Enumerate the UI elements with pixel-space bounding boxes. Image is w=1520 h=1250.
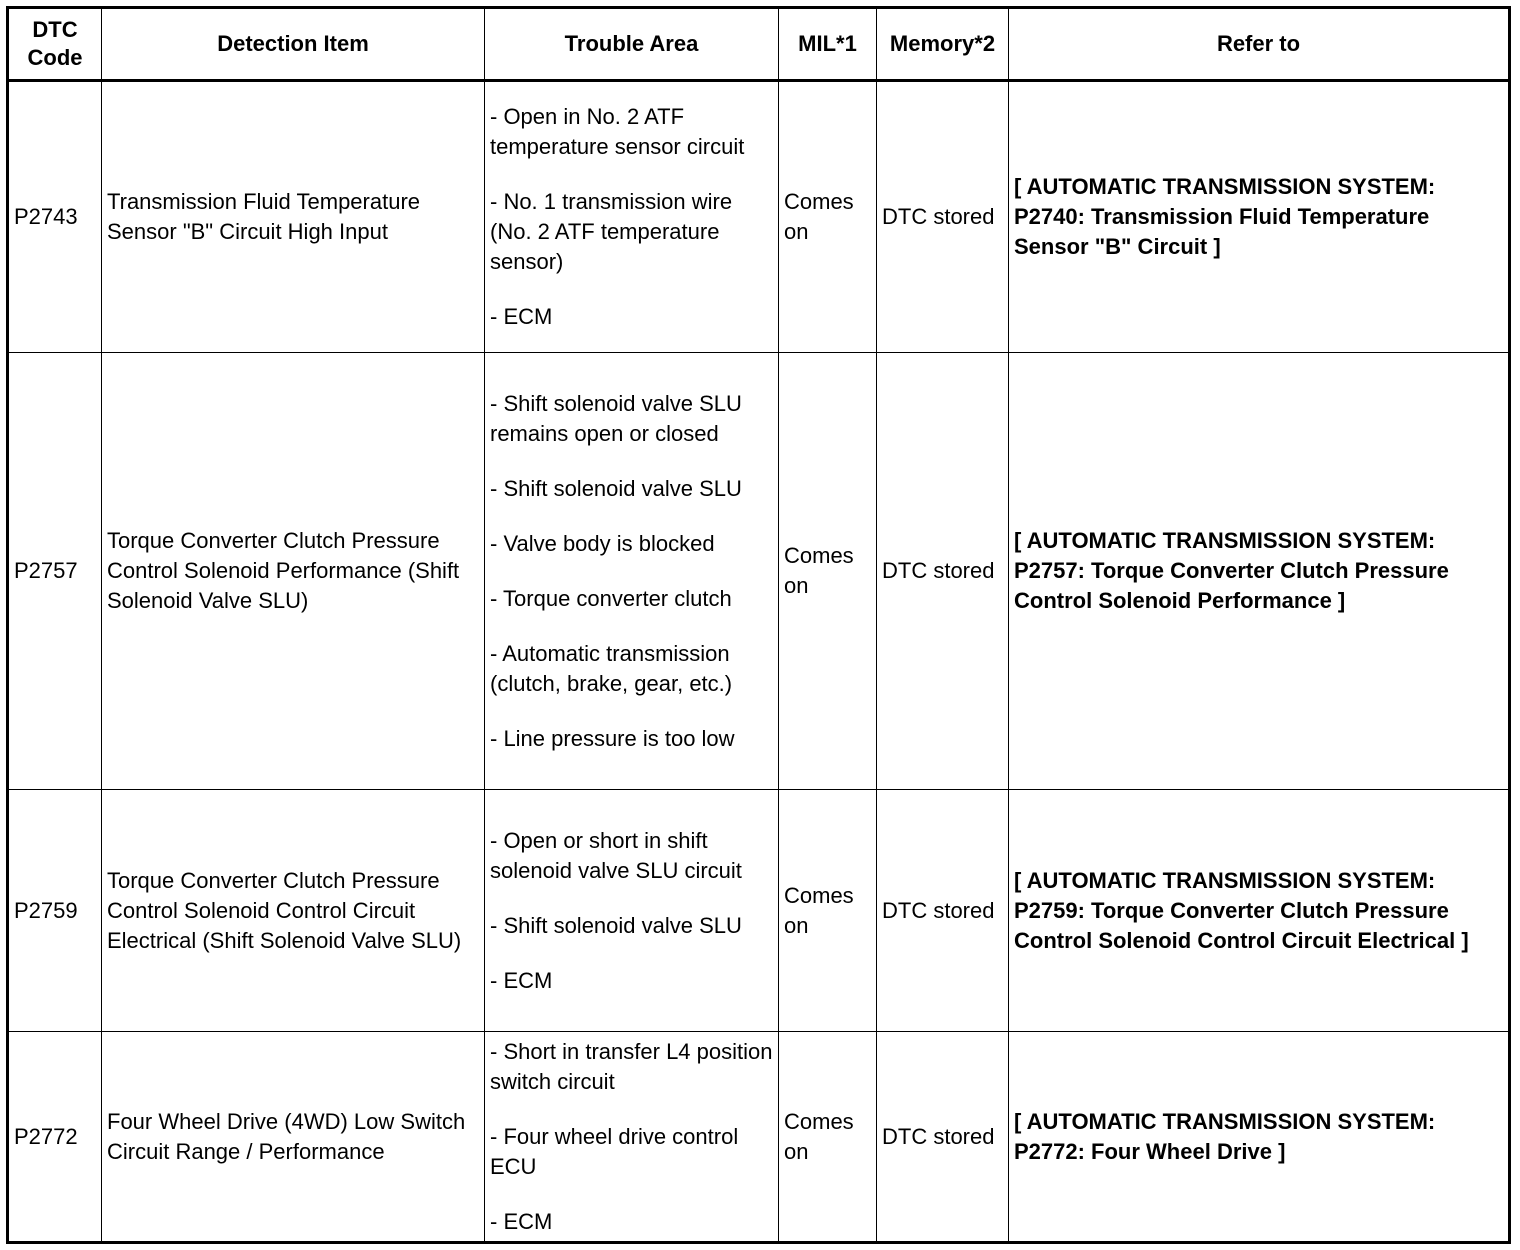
detection-item: Torque Converter Clutch Pressure Control Solenoid Performance (Shift Solenoid Valve SLU) — [102, 353, 485, 790]
trouble-area-item: - Line pressure is too low — [490, 725, 735, 751]
trouble-area-item: - Four wheel drive control ECU — [490, 1123, 739, 1179]
dtc-code: P2759 — [8, 790, 102, 1032]
trouble-area-item: - Shift solenoid valve SLU — [490, 912, 742, 938]
refer-to-link[interactable]: [ AUTOMATIC TRANSMISSION SYSTEM: P2757: Torque Converter Clutch Pressure Control Solenoid Performance ] — [1009, 353, 1510, 790]
trouble-area-item: - ECM — [490, 1208, 553, 1234]
trouble-area-item: - ECM — [490, 304, 553, 329]
header-detection-item: Detection Item — [102, 8, 485, 81]
memory-status: DTC stored — [877, 353, 1009, 790]
header-dtc-code: DTC Code — [8, 8, 102, 81]
trouble-area-item: - Open in No. 2 ATF temperature sensor circuit — [490, 104, 745, 159]
header-mil: MIL*1 — [779, 8, 877, 81]
header-memory: Memory*2 — [877, 8, 1009, 81]
mil-status: Comes on — [779, 1032, 877, 1243]
table-row — [8, 790, 1510, 1032]
trouble-area — [485, 790, 779, 1032]
refer-to-link[interactable]: [ AUTOMATIC TRANSMISSION SYSTEM: P2772: Four Wheel Drive ] — [1009, 1032, 1510, 1243]
trouble-area-item: - Open or short in shift solenoid valve SLU circuit — [490, 827, 742, 883]
detection-item: Transmission Fluid Temperature Sensor "B" Circuit High Input — [102, 81, 485, 353]
dtc-code: P2772 — [8, 1032, 102, 1243]
header-refer-to: Refer to — [1009, 8, 1510, 81]
dtc-code: P2743 — [8, 81, 102, 353]
trouble-area — [485, 1032, 779, 1243]
dtc-table — [6, 6, 1511, 1244]
memory-status: DTC stored — [877, 1032, 1009, 1243]
table-row — [8, 1032, 1510, 1243]
trouble-area — [485, 353, 779, 790]
memory-status: DTC stored — [877, 790, 1009, 1032]
trouble-area-item: - No. 1 transmission wire (No. 2 ATF temperature sensor) — [490, 189, 733, 274]
refer-to-link[interactable]: [ AUTOMATIC TRANSMISSION SYSTEM: P2740: Transmission Fluid Temperature Sensor "B" Circuit ] — [1009, 81, 1510, 353]
trouble-area-item: - Torque converter clutch — [490, 585, 732, 611]
header-trouble-area: Trouble Area — [485, 8, 779, 81]
trouble-area-item: - Valve body is blocked — [490, 530, 715, 556]
trouble-area-item: - Automatic transmission (clutch, brake, gear, etc.) — [490, 640, 733, 696]
detection-item: Torque Converter Clutch Pressure Control Solenoid Control Circuit Electrical (Shift Solenoid Valve SLU) — [102, 790, 485, 1032]
mil-status: Comes on — [779, 790, 877, 1032]
refer-to-link[interactable]: [ AUTOMATIC TRANSMISSION SYSTEM: P2759: Torque Converter Clutch Pressure Control Solenoid Control Circuit Electrical ] — [1009, 790, 1510, 1032]
memory-status: DTC stored — [877, 81, 1009, 353]
mil-status: Comes on — [779, 81, 877, 353]
header-row — [8, 8, 1510, 81]
detection-item: Four Wheel Drive (4WD) Low Switch Circuit Range / Performance — [102, 1032, 485, 1243]
trouble-area-item: - Shift solenoid valve SLU — [490, 475, 742, 501]
trouble-area-item: - ECM — [490, 967, 553, 993]
dtc-code: P2757 — [8, 353, 102, 790]
table-row — [8, 81, 1510, 353]
trouble-area-item: - Short in transfer L4 position switch circuit — [490, 1038, 773, 1094]
mil-status: Comes on — [779, 353, 877, 790]
trouble-area — [485, 81, 779, 353]
trouble-area-item: - Shift solenoid valve SLU remains open or closed — [490, 390, 742, 446]
table-row — [8, 353, 1510, 790]
